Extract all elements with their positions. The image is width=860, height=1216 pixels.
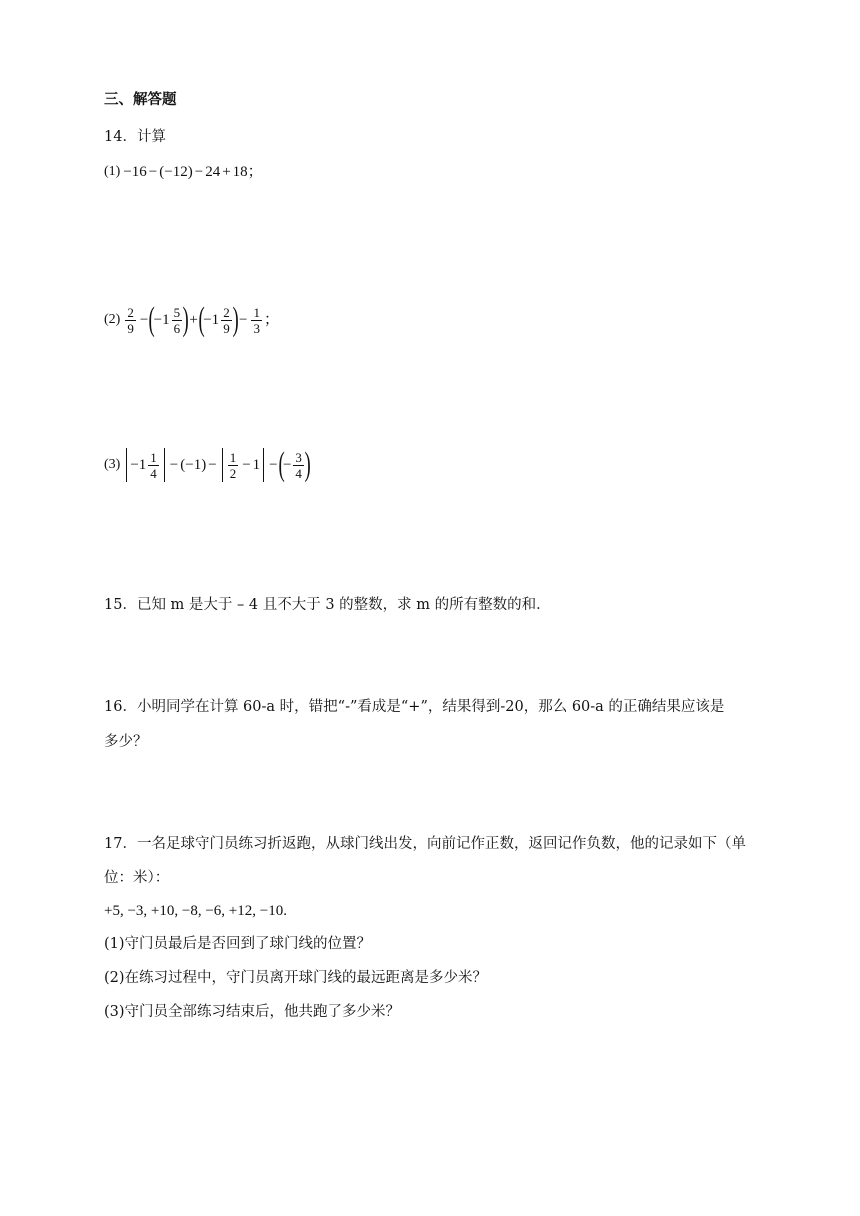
numerator: 1 <box>150 449 157 465</box>
denominator: 9 <box>223 320 230 336</box>
part-label: (1) <box>104 164 121 179</box>
numerator: 5 <box>173 304 181 320</box>
part-label: (3) <box>104 457 121 472</box>
q15-text: 15．已知 m 是大于 – 4 且不大于 3 的整数，求 m 的所有整数的和． <box>104 597 551 613</box>
term: −1 <box>203 312 220 328</box>
operator: − <box>269 457 278 473</box>
denominator: 6 <box>173 320 181 336</box>
abs-bar-left <box>222 448 223 482</box>
q16-line2: 多少？ <box>104 734 148 750</box>
term: (−1) <box>180 457 207 473</box>
q17-line1: 17．一名足球守门员练习折返跑，从球门线出发，向前记作正数，返回记作负数，他的记录如下（单 <box>104 836 746 852</box>
term: (−12) <box>159 164 193 180</box>
operator: + <box>222 164 231 180</box>
abs-bar-right <box>263 448 264 482</box>
numerator: 3 <box>295 449 302 465</box>
q17-sub1: (1)守门员最后是否回到了球门线的位置？ <box>104 936 372 952</box>
operator: − <box>194 164 204 180</box>
operator: − <box>208 457 217 473</box>
q17-sub2: (2)在练习过程中，守门员离开球门线的最远距离是多少米？ <box>104 970 488 986</box>
operator: − <box>169 457 179 473</box>
punctuation: ； <box>263 312 279 328</box>
operator: − <box>242 457 251 473</box>
operator: − <box>139 312 149 328</box>
term: 24 <box>205 164 221 180</box>
q17-line2: 位：米）： <box>104 870 170 886</box>
term: −1 <box>153 312 170 328</box>
denominator: 9 <box>127 320 134 336</box>
fraction <box>293 450 304 481</box>
term: 18 <box>232 164 248 180</box>
operator: + <box>189 312 198 328</box>
fraction <box>228 450 239 481</box>
term: −16 <box>123 164 147 180</box>
fraction <box>221 305 232 336</box>
numerator: 1 <box>229 449 237 465</box>
right-paren: ) <box>232 301 239 338</box>
q14-stem: 14．计算 <box>104 129 166 145</box>
punctuation: ； <box>247 164 263 180</box>
q14-part1 <box>104 162 263 182</box>
abs-bar-right <box>164 448 165 482</box>
denominator: 4 <box>295 465 302 481</box>
left-paren: ( <box>278 446 285 483</box>
right-paren: ) <box>182 301 189 338</box>
q17-record <box>104 901 287 921</box>
part-label: (2) <box>104 312 121 327</box>
q14-part3 <box>104 445 309 485</box>
operator: − <box>148 164 158 180</box>
right-paren: ) <box>304 446 311 483</box>
denominator: 4 <box>150 465 157 481</box>
q17-sub3: (3)守门员全部练习结束后，他共跑了多少米？ <box>104 1004 401 1020</box>
fraction <box>172 305 183 336</box>
fraction <box>125 305 136 336</box>
q16-line1: 16．小明同学在计算 60-a 时，错把“-”看成是“+”，结果得到-20，那么 60-a 的正确结果应该是 <box>104 699 725 715</box>
q14-part2 <box>104 300 279 340</box>
record-values: +5, −3, +10, −8, −6, +12, −10. <box>104 903 287 919</box>
numerator: 1 <box>253 304 260 320</box>
denominator: 2 <box>229 465 237 481</box>
fraction <box>251 305 262 336</box>
term: − <box>282 457 292 473</box>
term: −1 <box>130 457 147 473</box>
numerator: 2 <box>127 304 134 320</box>
operator: − <box>239 312 248 328</box>
denominator: 3 <box>253 320 260 336</box>
abs-bar-left <box>126 448 127 482</box>
section-heading: 三、解答题 <box>104 92 177 108</box>
left-paren: ( <box>148 301 156 338</box>
term: 1 <box>252 457 261 473</box>
fraction <box>148 450 159 481</box>
left-paren: ( <box>198 301 205 338</box>
numerator: 2 <box>223 304 230 320</box>
